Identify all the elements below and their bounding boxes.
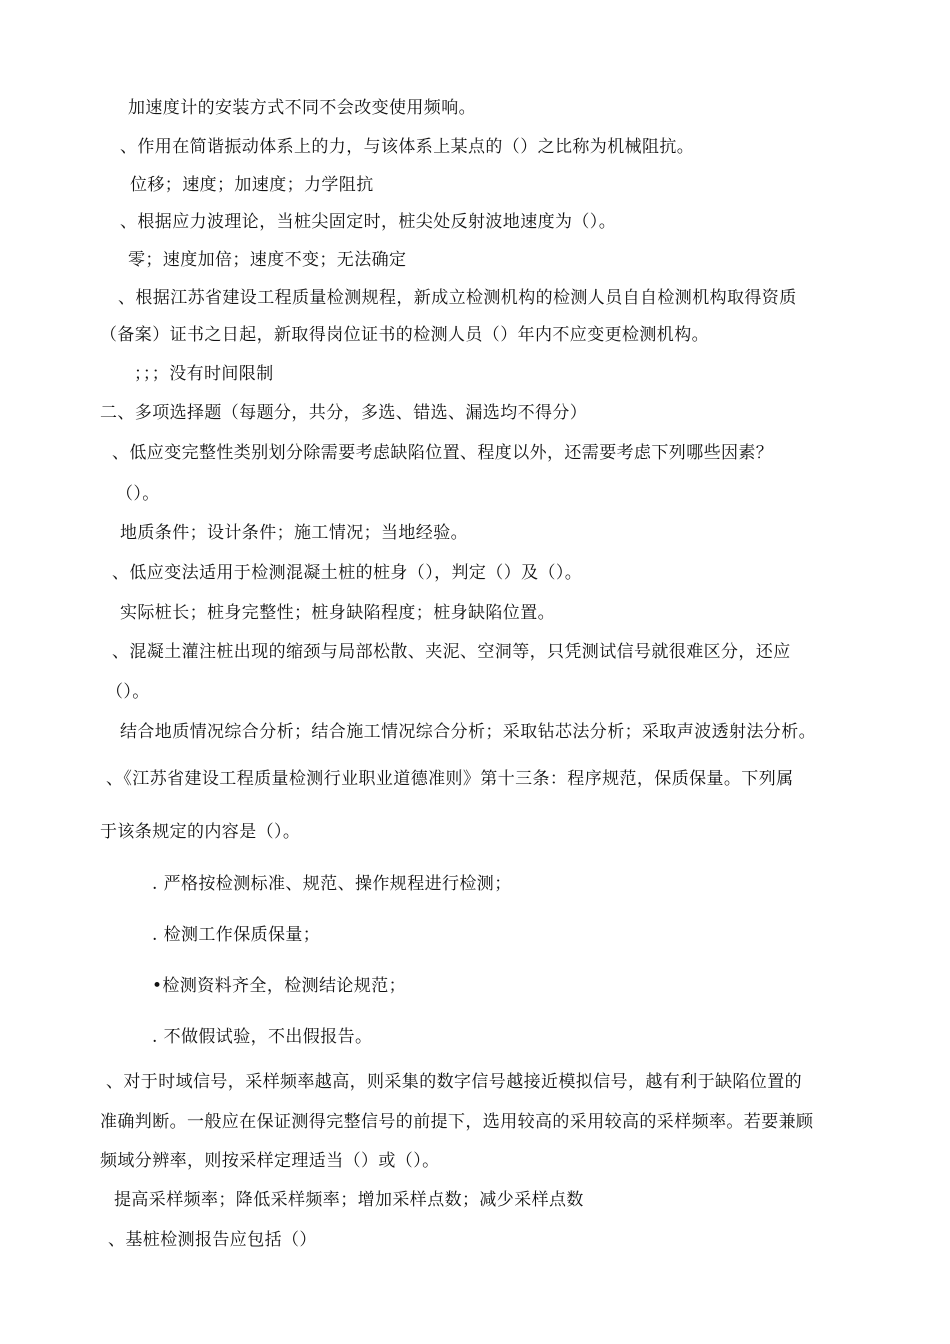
option-line-2: . 检测工作保质保量； <box>152 925 321 945</box>
option-line-3: •检测资料齐全，检测结论规范； <box>152 976 407 996</box>
text-line-28: 、基桩检测报告应包括（） <box>108 1230 317 1250</box>
text-line-17: 结合地质情况综合分析；结合施工情况综合分析；采取钻芯法分析；采取声波透射法分析。 <box>120 722 816 742</box>
text-line-10: 、低应变完整性类别划分除需要考虑缺陷位置、程度以外，还需要考虑下列哪些因素？ <box>112 443 774 463</box>
text-line-18: 、《江苏省建设工程质量检测行业职业道德准则》第十三条：程序规范，保质保量。下列属 <box>106 769 794 789</box>
text-line-26: 频域分辨率，则按采样定理适当（）或（）。 <box>100 1151 440 1171</box>
text-line-3: 位移；速度；加速度；力学阻抗 <box>130 175 374 195</box>
text-line-27: 提高采样频率；降低采样频率；增加采样点数；减少采样点数 <box>114 1190 584 1210</box>
option-line-1: . 严格按检测标准、规范、操作规程进行检测； <box>152 874 512 894</box>
text-line-1: 加速度计的安装方式不同不会改变使用频响。 <box>128 98 476 118</box>
text-line-19: 于该条规定的内容是（）。 <box>100 822 301 842</box>
text-line-7: （备案）证书之日起，新取得岗位证书的检测人员（）年内不应变更检测机构。 <box>100 325 709 345</box>
text-line-25: 准确判断。一般应在保证测得完整信号的前提下，选用较高的采用较高的采样频率。若要兼顾 <box>100 1112 814 1132</box>
text-line-12: 地质条件；设计条件；施工情况；当地经验。 <box>120 523 468 543</box>
text-line-5: 零；速度加倍；速度不变；无法确定 <box>128 250 407 270</box>
text-line-2: 、作用在简谐振动体系上的力，与该体系上某点的（）之比称为机械阻抗。 <box>120 137 695 157</box>
text-line-16: （）。 <box>106 682 150 702</box>
text-line-6: 、根据江苏省建设工程质量检测规程，新成立检测机构的检测人员自自检测机构取得资质 <box>118 288 797 308</box>
option-line-4: . 不做假试验，不出假报告。 <box>152 1027 373 1047</box>
text-line-11: （）。 <box>116 484 160 504</box>
section-heading: 二、多项选择题（每题分，共分，多选、错选、漏选均不得分） <box>100 403 588 423</box>
text-line-13: 、低应变法适用于检测混凝土桩的桩身（），判定（）及（）。 <box>112 563 583 583</box>
text-line-8: ；；；没有时间限制 <box>134 364 274 384</box>
text-line-15: 、混凝土灌注桩出现的缩颈与局部松散、夹泥、空洞等，只凭测试信号就很难区分，还应 <box>112 642 791 662</box>
text-line-14: 实际桩长；桩身完整性；桩身缺陷程度；桩身缺陷位置。 <box>120 603 555 623</box>
text-line-4: 、根据应力波理论，当桩尖固定时，桩尖处反射波地速度为（）。 <box>120 212 617 232</box>
text-line-24: 、对于时域信号，采样频率越高，则采集的数字信号越接近模拟信号，越有利于缺陷位置的 <box>106 1072 802 1092</box>
